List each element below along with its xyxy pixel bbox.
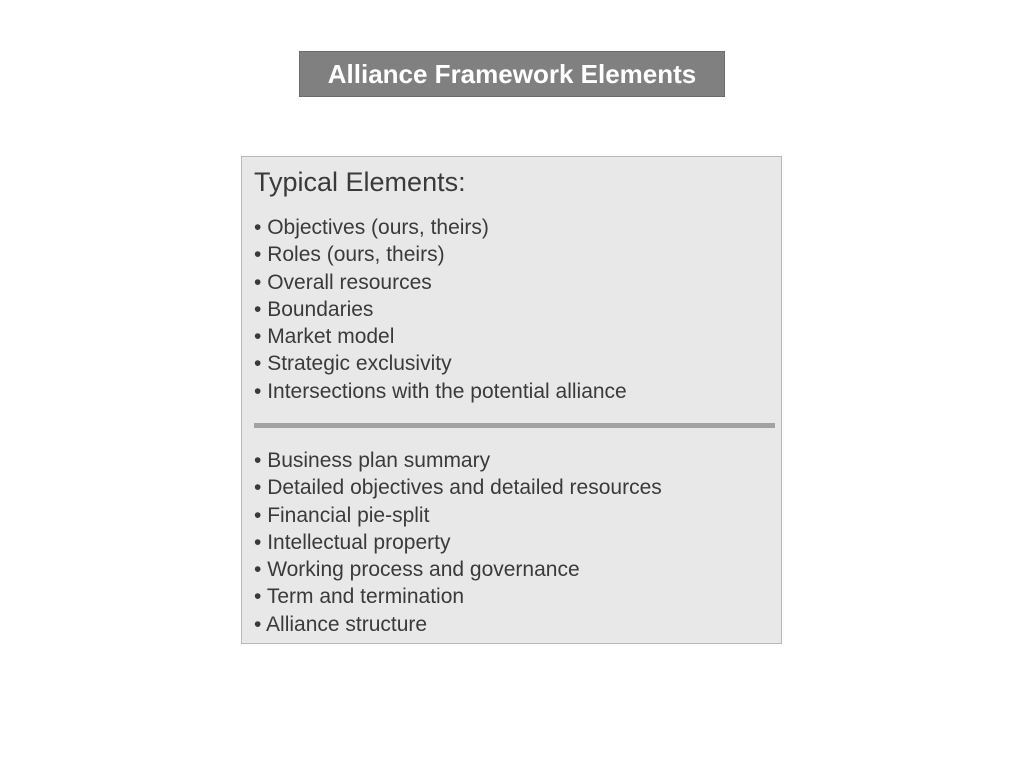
panel-heading: Typical Elements: — [254, 167, 466, 197]
list-item: • Business plan summary — [254, 447, 662, 474]
page-title: Alliance Framework Elements — [299, 51, 725, 97]
list-item: • Intellectual property — [254, 529, 662, 556]
agreement-elements-list — [254, 447, 662, 638]
list-item: • Alliance structure — [254, 611, 662, 638]
list-item: • Overall resources — [254, 269, 627, 296]
list-item: • Financial pie-split — [254, 502, 662, 529]
typical-elements-panel — [241, 156, 782, 644]
list-item: • Strategic exclusivity — [254, 350, 627, 377]
list-item: • Roles (ours, theirs) — [254, 241, 627, 268]
list-item: • Market model — [254, 323, 627, 350]
list-item: • Objectives (ours, theirs) — [254, 214, 627, 241]
list-item: • Term and termination — [254, 583, 662, 610]
section-divider — [254, 423, 775, 428]
framework-elements-list — [254, 214, 627, 405]
list-item: • Working process and governance — [254, 556, 662, 583]
list-item: • Intersections with the potential alliance — [254, 378, 627, 405]
list-item: • Boundaries — [254, 296, 627, 323]
list-item: • Detailed objectives and detailed resources — [254, 474, 662, 501]
